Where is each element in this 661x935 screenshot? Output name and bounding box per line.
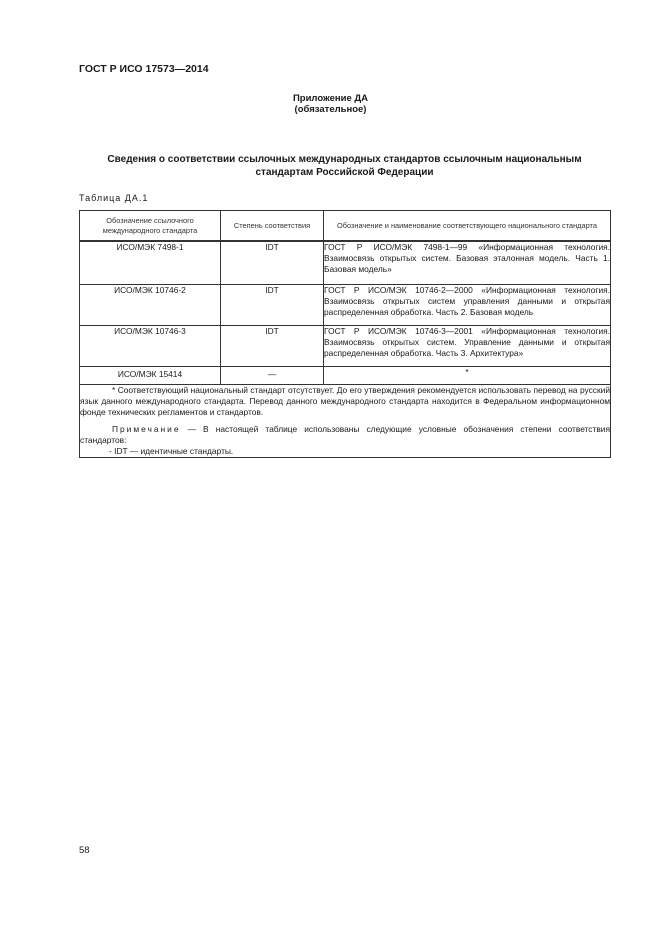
cell-intl: ИСО/МЭК 10746-3 — [80, 326, 221, 367]
table-header-row — [80, 211, 611, 242]
column-header-intl: Обозначение ссылочного международного стандарта — [80, 211, 221, 242]
cell-national: * — [324, 367, 611, 385]
table-row — [80, 367, 611, 385]
cell-degree: IDT — [221, 241, 324, 285]
cell-national: ГОСТ Р ИСО/МЭК 10746-2—2000 «Информационная технология. Взаимосвязь открытых систем управления данными и открытая распределенная обработка. Часть 2. Базовая модель — [324, 285, 611, 326]
note — [80, 424, 610, 446]
table-row — [80, 241, 611, 285]
cell-national: ГОСТ Р ИСО/МЭК 10746-3—2001 «Информационная технология. Взаимосвязь открытых систем. Управление данными и открытая распределенная обработка. Часть 3. Архитектура» — [324, 326, 611, 367]
reference-table — [79, 210, 611, 458]
cell-intl: ИСО/МЭК 10746-2 — [80, 285, 221, 326]
cell-degree: — — [221, 367, 324, 385]
table-row — [80, 326, 611, 367]
cell-degree: IDT — [221, 285, 324, 326]
table-notes — [80, 385, 611, 458]
table-label: Таблица ДА.1 — [79, 193, 149, 203]
table-notes-row — [80, 385, 611, 458]
note-item: - IDT — идентичные стандарты. — [109, 446, 234, 457]
appendix-subtitle: (обязательное) — [294, 104, 367, 115]
note-text: — В настоящей таблице использованы следующие условные обозначения степени соответствия стандартов: — [80, 423, 610, 445]
column-header-national: Обозначение и наименование соответствующего национального стандарта — [324, 211, 611, 242]
column-header-degree: Степень соответствия — [221, 211, 324, 242]
page-number: 58 — [79, 845, 90, 856]
standard-id: ГОСТ Р ИСО 17573—2014 — [79, 63, 209, 75]
cell-degree: IDT — [221, 326, 324, 367]
cell-intl: ИСО/МЭК 7498-1 — [80, 241, 221, 285]
cell-national: ГОСТ Р ИСО/МЭК 7498-1—99 «Информационная технология. Взаимосвязь открытых систем. Базовая эталонная модель. Часть 1. Базовая модель» — [324, 241, 611, 285]
cell-intl: ИСО/МЭК 15414 — [80, 367, 221, 385]
note-label: Примечание — [112, 423, 181, 434]
table-row — [80, 285, 611, 326]
appendix-title: Приложение ДА — [292, 93, 369, 104]
section-heading: Сведения о соответствии ссылочных международных стандартов ссылочным национальным стандартам Российской Федерации — [107, 154, 582, 178]
footnote: * Соответствующий национальный стандарт отсутствует. До его утверждения рекомендуется использовать перевод на русский язык данного международного стандарта. Перевод данного международного стандарта находится в Федеральном информационном фонде технических регламентов и стандартов. — [80, 385, 610, 418]
